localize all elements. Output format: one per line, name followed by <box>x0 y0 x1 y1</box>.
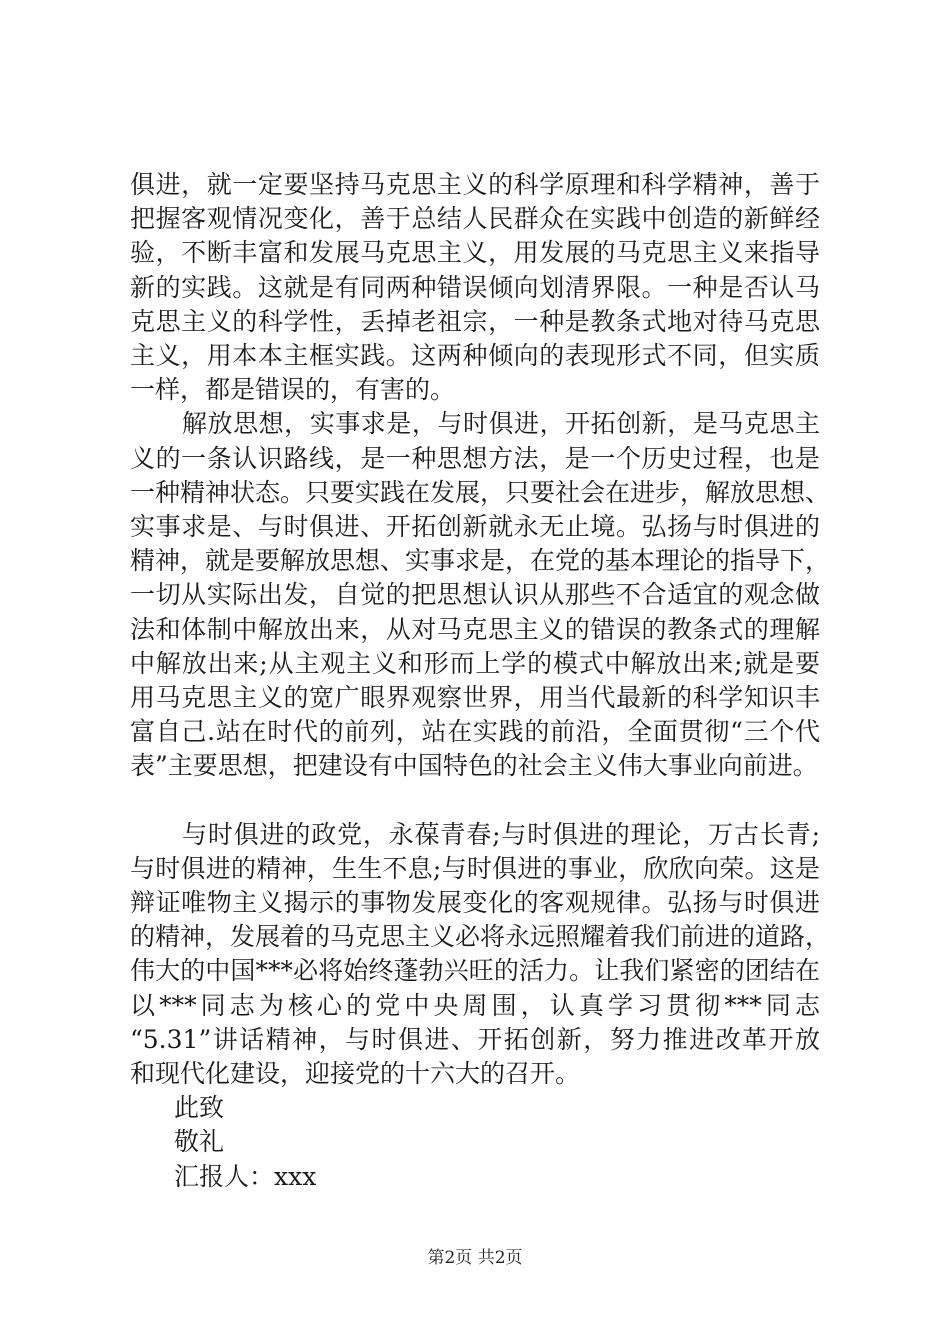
text-line: 义的一条认识路线，是一种思想方法，是一个历史过程，也是 <box>130 443 820 473</box>
text-line: 以***同志为核心的党中央周围，认真学习贯彻***同志 <box>130 990 820 1020</box>
paragraph-spacer <box>130 784 820 818</box>
paragraph-3 <box>130 818 831 1092</box>
closing-respect: 敬礼 <box>174 1127 225 1157</box>
closing-salutation: 此致 <box>174 1093 225 1123</box>
text-line: 的精神，发展着的马克思主义必将永远照耀着我们前进的道路， <box>130 922 831 952</box>
paragraph-2 <box>130 407 831 783</box>
document-body <box>130 168 831 1194</box>
page-footer <box>0 1243 950 1268</box>
text-line: 用马克思主义的宽广眼界观察世界，用当代最新的科学知识丰 <box>130 683 820 713</box>
text-line: 精神，就是要解放思想、实事求是，在党的基本理论的指导下， <box>130 546 831 576</box>
text-line: 伟大的中国***必将始终蓬勃兴旺的活力。让我们紧密的团结在 <box>130 956 820 986</box>
text-line: 解放思想，实事求是，与时俱进，开拓创新，是马克思主 <box>182 409 820 439</box>
text-line: 主义，用本本主框实践。这两种倾向的表现形式不同，但实质 <box>130 341 820 371</box>
text-line: 新的实践。这就是有同两种错误倾向划清界限。一种是否认马 <box>130 272 820 302</box>
page-number-indicator: 第2页 共2页 <box>427 1248 523 1268</box>
text-line: 富自己.站在时代的前列，站在实践的前沿，全面贯彻“三个代 <box>130 717 820 747</box>
text-line: 一种精神状态。只要实践在发展，只要社会在进步，解放思想、 <box>130 477 831 507</box>
closing-block <box>130 1091 820 1194</box>
text-line: 俱进，就一定要坚持马克思主义的科学原理和科学精神，善于 <box>130 170 820 199</box>
text-line: 一样，都是错误的，有害的。 <box>130 375 456 405</box>
text-line: 克思主义的科学性，丢掉老祖宗，一种是教条式地对待马克思 <box>130 306 820 336</box>
text-line: 实事求是、与时俱进、开拓创新就永无止境。弘扬与时俱进的 <box>130 512 820 542</box>
text-line: 与时俱进的政党，永葆青春;与时俱进的理论，万古长青; <box>182 819 820 849</box>
text-line: 与时俱进的精神，生生不息;与时俱进的事业，欣欣向荣。这是 <box>130 853 820 883</box>
text-line: 法和体制中解放出来，从对马克思主义的错误的教条式的理解 <box>130 614 820 644</box>
text-line: 辩证唯物主义揭示的事物发展变化的客观规律。弘扬与时俱进 <box>130 888 820 918</box>
text-line: 和现代化建设，迎接党的十六大的召开。 <box>130 1059 581 1089</box>
text-line: “5.31”讲话精神，与时俱进、开拓创新，努力推进改革开放 <box>130 1024 820 1054</box>
paragraph-1 <box>130 168 820 407</box>
reporter-signature: 汇报人：xxx <box>174 1161 317 1191</box>
text-line: 中解放出来;从主观主义和形而上学的模式中解放出来;就是要 <box>130 648 820 678</box>
text-line: 表”主要思想，把建设有中国特色的社会主义伟大事业向前进。 <box>130 751 818 781</box>
text-line: 把握客观情况变化，善于总结人民群众在实践中创造的新鲜经 <box>130 204 820 234</box>
text-line: 一切从实际出发，自觉的把思想认识从那些不合适宜的观念做 <box>130 580 820 610</box>
text-line: 验，不断丰富和发展马克思主义，用发展的马克思主义来指导 <box>130 238 820 268</box>
